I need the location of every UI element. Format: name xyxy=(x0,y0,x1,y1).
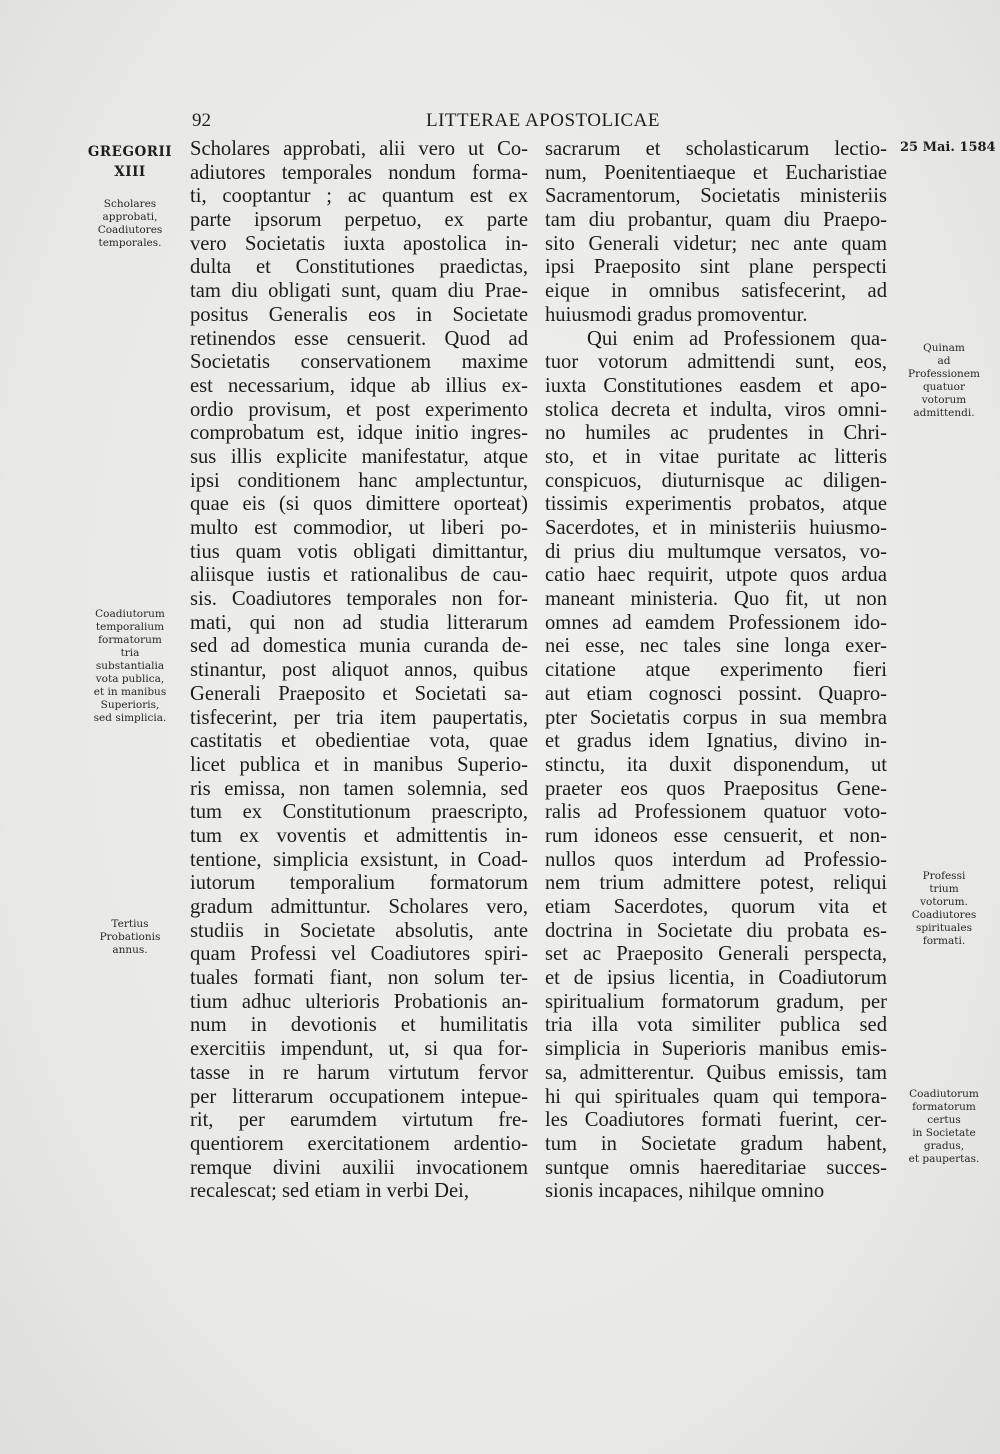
text-line: tam diu probantur, quam diu Praepo- xyxy=(545,209,887,232)
text-line: per litterarum occupationem intepue- xyxy=(190,1085,528,1108)
margin-note-line: sed simplicia. xyxy=(93,712,167,724)
text-line: ti, cooptantur ; ac quantum est ex xyxy=(190,185,528,208)
text-line: rit, per earumdem virtutum fre- xyxy=(190,1109,528,1132)
text-line: sus illis explicite manifestatur, atque xyxy=(190,445,528,468)
text-line: spiritualium formatorum gradum, per xyxy=(545,990,887,1013)
text-line: ipsi Praeposito sint plane perspecti xyxy=(545,256,887,279)
text-line: et gradus idem Ignatius, divino in- xyxy=(545,730,887,753)
text-line: pter Societatis corpus in sua membra xyxy=(545,706,887,729)
margin-note-line: votorum. xyxy=(920,896,968,908)
text-line: etiam Sacerdotes, quorum vita et xyxy=(545,896,887,918)
text-line: quam Professi vel Coadiutores spiri- xyxy=(190,943,528,966)
margin-note-line: gradus, xyxy=(923,1140,965,1152)
text-line: set ac Praeposito Generali perspecta, xyxy=(545,943,887,966)
author-line: XIII xyxy=(114,164,146,180)
text-line: suntque omnis haereditariae succes- xyxy=(545,1156,887,1179)
text-line: mati, qui non ad studia litterarum xyxy=(190,611,528,634)
text-line: nem trium admittere potest, reliqui xyxy=(545,872,887,895)
text-line: conspicuos, diuturnisque ac diligen- xyxy=(545,469,887,492)
text-line: iuxta Constitutiones easdem et apo- xyxy=(545,374,887,397)
text-line: doctrina in Societate diu probata es- xyxy=(545,919,887,942)
margin-note-line: et paupertas. xyxy=(908,1153,980,1165)
text-line: recalescat; sed etiam in verbi Dei, xyxy=(190,1180,470,1203)
text-line: omnes ad eamdem Professionem ido- xyxy=(545,611,887,634)
margin-note-line: trium xyxy=(929,883,959,895)
text-line: Sacramentorum, Societatis ministeriis xyxy=(545,185,887,208)
text-line: quentiorem exercitationem ardentio- xyxy=(190,1132,528,1155)
margin-note-line: spirituales xyxy=(915,922,973,934)
text-line: vero Societatis iuxta apostolica in- xyxy=(190,232,528,255)
margin-note-line: substantialia xyxy=(95,660,165,672)
text-line: et de ipsius licentia, in Coadiutorum xyxy=(545,967,887,990)
margin-date: 25 Mai. 1584 xyxy=(900,140,996,155)
text-line: catio haec requirit, utpote quos ardua xyxy=(545,564,887,587)
text-line: les Coadiutores formati fuerint, cer- xyxy=(545,1109,887,1132)
margin-note-line: temporalium xyxy=(95,621,165,633)
margin-note-tertius-probationis xyxy=(74,918,186,957)
text-line: quae eis (si quos dimittere oporteat) xyxy=(190,493,528,516)
text-line: praeter eos quos Praepositus Gene- xyxy=(545,777,887,800)
text-line: tum ex voventis et admittentis in- xyxy=(190,824,528,847)
text-line: ralis ad Professionem quatuor voto- xyxy=(545,801,887,824)
text-line: aliisque iustis et rationalibus de cau- xyxy=(190,564,528,587)
margin-note-coadiutorum-formatorum xyxy=(890,1088,998,1166)
text-line: tasse in re harum virtutum fervor xyxy=(190,1061,528,1084)
margin-note-line: annus. xyxy=(112,944,148,956)
margin-note-line: votorum xyxy=(921,394,967,406)
margin-note-professi xyxy=(890,870,998,948)
text-line: Qui enim ad Professionem qua- xyxy=(587,327,887,350)
margin-note-line: Superioris, xyxy=(100,699,160,711)
text-line: ipsi conditionem hanc amplectuntur, xyxy=(190,469,528,492)
text-line: castitatis et obedientiae vota, quae xyxy=(190,730,528,753)
text-line: parte ipsorum perpetuo, ex parte xyxy=(190,209,528,232)
running-title: LITTERAE APOSTOLICAE xyxy=(426,110,660,131)
text-line: nei esse, nec tales sine longa exer- xyxy=(545,635,887,658)
margin-note-line: Coadiutores xyxy=(97,224,163,236)
margin-note-coadiutorum-temporalium xyxy=(74,608,186,725)
text-line: est necessarium, idque ab illius ex- xyxy=(190,374,528,397)
text-line: stinantur, post aliquot annos, quibus xyxy=(190,659,528,682)
text-line: eique in omnibus satisfecerint, ad xyxy=(545,280,887,303)
text-line: tam diu obligati sunt, quam diu Prae- xyxy=(190,280,528,303)
text-line: Generali Praeposito et Societati sa- xyxy=(190,682,528,705)
margin-note-line: Coadiutorum xyxy=(909,1088,979,1100)
margin-note-scholares xyxy=(74,198,186,250)
text-line: tuales formati fiant, non solum ter- xyxy=(190,967,528,990)
text-line: tum ex Constitutionum praescripto, xyxy=(190,801,528,824)
margin-note-line: approbati, xyxy=(102,211,158,223)
text-column-left xyxy=(190,138,528,1204)
margin-author-heading xyxy=(82,142,178,182)
text-line: tuor votorum admittendi sunt, eos, xyxy=(545,351,887,374)
text-line: huiusmodi gradus promoventur. xyxy=(545,303,808,326)
margin-note-line: et in manibus xyxy=(93,686,167,698)
text-line: licet publica et in manibus Superio- xyxy=(190,753,528,776)
text-line: Societatis conservationem maxime xyxy=(190,351,528,374)
text-line: Sacerdotes, et in ministeriis huiusmo- xyxy=(545,517,887,539)
text-line: maneant ministeria. Quo fit, ut non xyxy=(545,588,887,611)
author-line: GREGORII xyxy=(87,144,173,160)
text-line: ordio provisum, et post experimento xyxy=(190,398,528,421)
text-line: num in devotionis et humilitatis xyxy=(190,1014,528,1037)
text-line: exercitiis impendunt, ut, si qua for- xyxy=(190,1038,528,1061)
margin-note-line: vota publica, xyxy=(95,673,165,685)
margin-note-line: temporales. xyxy=(98,237,162,249)
text-line: sa, admitterentur. Quibus emissis, tam xyxy=(545,1061,887,1084)
text-line: comprobatum est, idque initio ingres- xyxy=(190,422,528,445)
margin-note-line: quatuor xyxy=(922,381,966,393)
text-line: sionis incapaces, nihilque omnino xyxy=(545,1180,825,1203)
text-line: tentione, simplicia exsistunt, in Coad- xyxy=(190,848,528,871)
margin-note-line: certus xyxy=(927,1114,961,1126)
text-line: tius quam votis obligati dimittantur, xyxy=(190,540,528,563)
text-line: aut etiam cognosci possint. Quapro- xyxy=(545,682,887,705)
text-line: sito Generali videtur; nec ante quam xyxy=(545,232,887,255)
margin-note-line: Probationis xyxy=(99,931,161,943)
text-line: positus Generalis eos in Societate xyxy=(190,303,528,326)
text-line: gradum admittuntur. Scholares vero, xyxy=(190,896,528,918)
text-line: tissimis experimentis probatos, atque xyxy=(545,493,887,516)
margin-note-line: tria xyxy=(120,647,140,659)
text-line: studiis in Societate absolutis, ante xyxy=(190,919,528,942)
text-line: sacrarum et scholasticarum lectio- xyxy=(545,138,887,160)
text-column-right xyxy=(545,138,887,1204)
text-line: retinendos esse censuerit. Quod ad xyxy=(190,327,528,350)
text-line: Scholares approbati, alii vero ut Co- xyxy=(190,138,528,160)
text-line: no humiles ac prudentes in Chri- xyxy=(545,422,887,445)
text-line: num, Poenitentiaeque et Eucharistiae xyxy=(545,161,887,184)
margin-note-line: formatorum xyxy=(912,1101,976,1113)
margin-note-line: formati. xyxy=(922,935,966,947)
margin-note-line: Professionem xyxy=(908,368,980,380)
text-line: tium adhuc ulterioris Probationis an- xyxy=(190,990,528,1013)
text-line: hi qui spirituales quam qui tempora- xyxy=(545,1085,887,1108)
margin-note-line: Coadiutores xyxy=(911,909,977,921)
text-line: stolica decreta et indulta, viros omni- xyxy=(545,398,887,421)
text-line: di prius diu multumque versatos, vo- xyxy=(545,540,887,563)
margin-note-line: ad xyxy=(937,355,951,367)
text-line: remque divini auxilii invocationem xyxy=(190,1156,528,1179)
text-line: simplicia in Superioris manibus emis- xyxy=(545,1038,887,1061)
text-line: rum idoneos esse censuerit, et non- xyxy=(545,824,887,847)
margin-note-line: in Societate xyxy=(912,1127,976,1139)
margin-note-line: formatorum xyxy=(98,634,162,646)
margin-note-line: Coadiutorum xyxy=(95,608,165,620)
margin-note-line: admittendi. xyxy=(913,407,975,419)
text-line: tum in Societate gradum habent, xyxy=(545,1132,887,1155)
text-line: ris emissa, non tamen solemnia, sed xyxy=(190,777,528,800)
text-line: stinctu, ita duxit disponendum, ut xyxy=(545,753,887,776)
text-line: sed ad domestica munia curanda de- xyxy=(190,635,528,658)
margin-note-quinam xyxy=(890,342,998,420)
text-line: iutorum temporalium formatorum xyxy=(190,872,528,895)
text-line: nullos quos interdum ad Professio- xyxy=(545,848,887,871)
text-line: citatione atque experimento fieri xyxy=(545,659,887,682)
page-number: 92 xyxy=(192,110,211,131)
text-line: sto, et in vitae puritate ac litteris xyxy=(545,445,887,468)
text-line: multo est commodior, ut liberi po- xyxy=(190,517,528,539)
text-line: tria illa vota similiter publica sed xyxy=(545,1014,887,1037)
text-line: tisfecerint, per tria item paupertatis, xyxy=(190,706,528,729)
text-line: dulta et Constitutiones praedictas, xyxy=(190,256,528,279)
margin-note-line: Scholares xyxy=(103,198,157,210)
margin-note-line: Tertius xyxy=(111,918,149,930)
margin-note-line: Quinam xyxy=(923,342,965,354)
running-head xyxy=(0,106,1000,136)
text-line: adiutores temporales nondum forma- xyxy=(190,161,528,184)
margin-note-line: Professi xyxy=(922,870,966,882)
text-line: sis. Coadiutores temporales non for- xyxy=(190,588,528,611)
